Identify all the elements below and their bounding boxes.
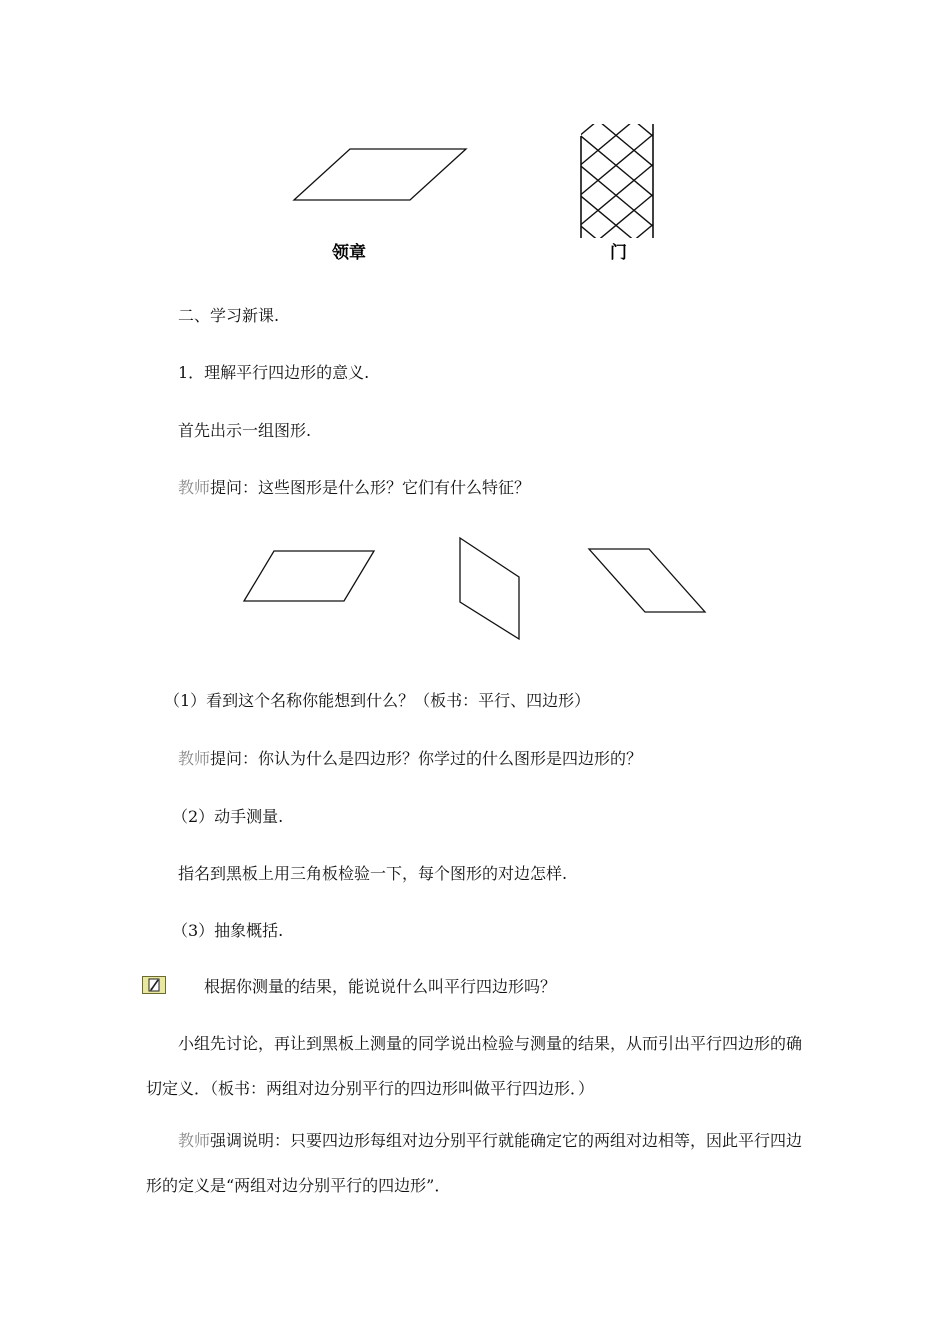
badge-caption: 领章 [332, 243, 366, 263]
parallelogram-figure-1 [240, 547, 380, 605]
step-3-text: （3）抽象概括. [172, 921, 284, 940]
door-caption: 门 [610, 243, 627, 263]
note-question: 根据你测量的结果，能说说什么叫平行四边形吗？ [204, 977, 557, 996]
teacher-label: 教师 [178, 749, 211, 768]
question-text: 提问：这些图形是什么形？它们有什么特征？ [210, 478, 531, 497]
badge-parallelogram-figure [290, 145, 470, 203]
teacher-label: 教师 [178, 1131, 211, 1150]
teacher-question-1 [178, 477, 530, 499]
item-1-heading: 1．理解平行四边形的意义. [178, 363, 370, 382]
step-1-text: （1）看到这个名称你能想到什么？（板书：平行、四边形） [164, 691, 591, 710]
parallelogram-figure-2 [455, 535, 525, 643]
pencil-note-icon [142, 976, 166, 994]
emphasis-text: 强调说明：只要四边形每组对边分别平行就能确定它的两组对边相等，因此平行四边形的定义是“两组对边分别平行的四边形”． [146, 1131, 803, 1195]
group-discussion-paragraph: 小组先讨论，再让到黑板上测量的同学说出检验与测量的结果，从而引出平行四边形的确切定义．（板书：两组对边分别平行的四边形叫做平行四边形．） [146, 1034, 803, 1098]
teacher-label: 教师 [178, 478, 211, 497]
step-2-text: （2）动手测量. [172, 807, 284, 826]
show-figures-text: 首先出示一组图形. [178, 421, 312, 440]
question-text: 提问：你认为什么是四边形？你学过的什么图形是四边形的？ [210, 749, 643, 768]
door-lattice-figure [576, 122, 660, 240]
section-title: 二、学习新课. [178, 306, 280, 325]
parallelogram-figure-3 [585, 545, 710, 617]
measure-text: 指名到黑板上用三角板检验一下，每个图形的对边怎样. [178, 864, 568, 883]
teacher-question-2 [178, 748, 642, 770]
teacher-emphasis-paragraph [146, 1118, 812, 1208]
